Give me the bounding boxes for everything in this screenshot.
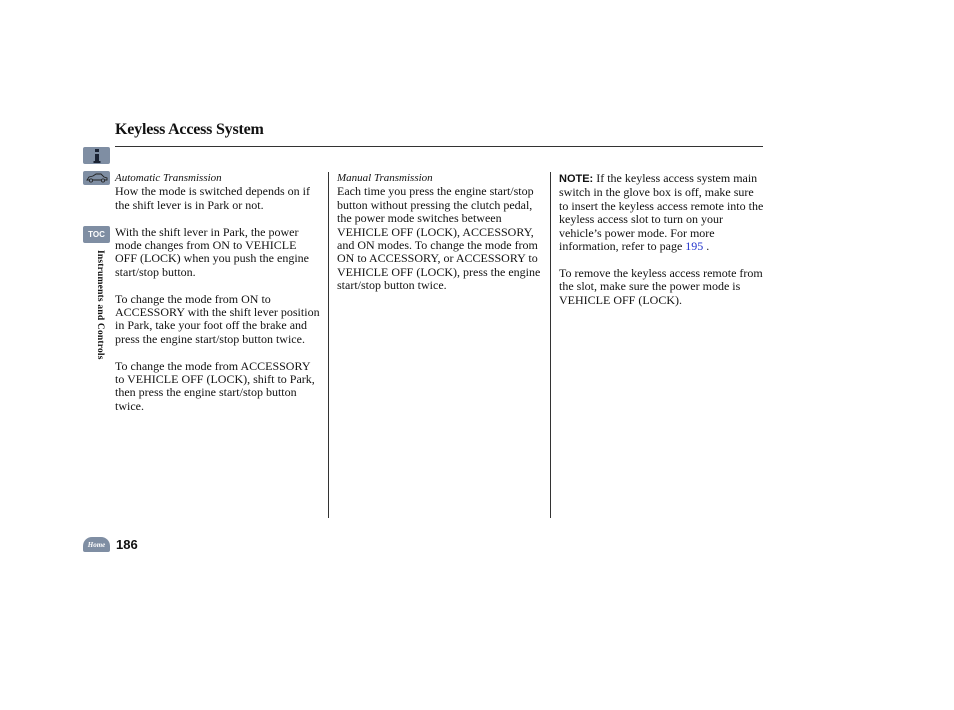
paragraph: To change the mode from ACCESSORY to VEHICLE OFF (LOCK), shift to Park, then press the engine start/stop button twice. xyxy=(115,358,315,413)
column-automatic-transmission xyxy=(115,172,321,427)
info-icon xyxy=(92,149,102,163)
note-paragraph xyxy=(559,172,765,253)
subheading-automatic: Automatic Transmission xyxy=(115,172,222,184)
paragraph: How the mode is switched depends on if the shift lever is in Park or not. xyxy=(115,184,310,212)
info-button[interactable] xyxy=(83,147,110,164)
note-end: . xyxy=(703,239,710,254)
page-number: 186 xyxy=(116,537,138,552)
toc-button[interactable] xyxy=(83,226,110,243)
column-divider xyxy=(328,172,329,518)
column-manual-transmission xyxy=(337,172,543,306)
home-label: Home xyxy=(87,540,106,549)
home-button[interactable] xyxy=(83,537,110,552)
column-divider xyxy=(550,172,551,518)
paragraph: With the shift lever in Park, the power mode changes from ON to VEHICLE OFF (LOCK) when you push the engine start/stop button. xyxy=(115,224,309,279)
note-label: NOTE: xyxy=(559,173,594,185)
toc-label: TOC xyxy=(88,230,105,239)
section-tab-label: Instruments and Controls xyxy=(95,250,105,360)
vehicle-index-button[interactable] xyxy=(83,171,110,185)
note-text: If the keyless access system main switch in the glove box is off, make sure to insert the keyless access remote into the keyless access slot to turn on your vehicle’s power mode. For more information, refer to page xyxy=(559,171,764,254)
paragraph: To remove the keyless access remote from the slot, make sure the power mode is VEHICLE OFF (LOCK). xyxy=(559,265,763,307)
column-note xyxy=(559,172,765,320)
car-icon xyxy=(85,173,109,183)
title-rule xyxy=(115,146,763,147)
subheading-manual: Manual Transmission xyxy=(337,172,433,184)
paragraph: Each time you press the engine start/stop button without pressing the clutch pedal, the power mode switches between VEHICLE OFF (LOCK), ACCESSORY, and ON modes. To change the mode from ON to ACCESSORY, or ACCESSORY to VEHICLE OFF (LOCK), press the engine start/stop button twice. xyxy=(337,184,541,293)
page-title: Keyless Access System xyxy=(115,121,264,138)
page-reference-link[interactable]: 195 xyxy=(685,239,704,254)
paragraph: To change the mode from ON to ACCESSORY with the shift lever position in Park, take your foot off the brake and press the engine start/stop button twice. xyxy=(115,291,320,346)
